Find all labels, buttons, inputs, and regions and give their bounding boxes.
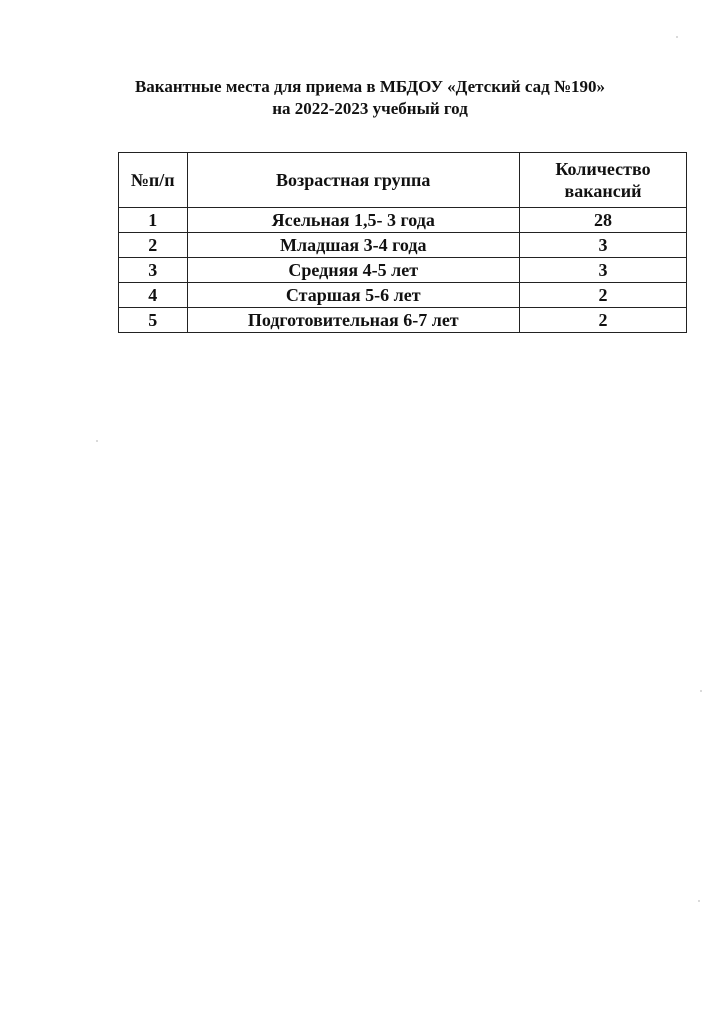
row-age-group: Ясельная 1,5- 3 года	[187, 208, 519, 233]
row-number: 1	[119, 208, 188, 233]
vacancies-table	[118, 152, 687, 333]
table-row	[119, 208, 687, 233]
row-age-group: Подготовительная 6-7 лет	[187, 308, 519, 333]
scan-speck	[96, 440, 98, 442]
header-number: №п/п	[119, 153, 188, 208]
document-title	[80, 76, 660, 120]
row-age-group: Старшая 5-6 лет	[187, 283, 519, 308]
table-row	[119, 283, 687, 308]
header-age-group: Возрастная группа	[187, 153, 519, 208]
scan-speck	[676, 36, 678, 38]
table-row	[119, 308, 687, 333]
row-number: 2	[119, 233, 188, 258]
header-vacancy-count	[519, 153, 686, 208]
header-count-line-1: Количество	[555, 159, 651, 179]
row-vacancy-count: 3	[519, 258, 686, 283]
row-age-group: Средняя 4-5 лет	[187, 258, 519, 283]
row-vacancy-count: 2	[519, 283, 686, 308]
table-row	[119, 258, 687, 283]
row-number: 5	[119, 308, 188, 333]
header-count-line-2: вакансий	[564, 181, 642, 201]
title-line-2: на 2022-2023 учебный год	[272, 99, 468, 118]
table-row	[119, 233, 687, 258]
row-number: 4	[119, 283, 188, 308]
row-vacancy-count: 2	[519, 308, 686, 333]
table-header-row	[119, 153, 687, 208]
row-number: 3	[119, 258, 188, 283]
scan-speck	[698, 900, 700, 902]
row-age-group: Младшая 3-4 года	[187, 233, 519, 258]
scan-speck	[700, 690, 702, 692]
row-vacancy-count: 28	[519, 208, 686, 233]
title-line-1: Вакантные места для приема в МБДОУ «Детский сад №190»	[134, 77, 606, 96]
row-vacancy-count: 3	[519, 233, 686, 258]
